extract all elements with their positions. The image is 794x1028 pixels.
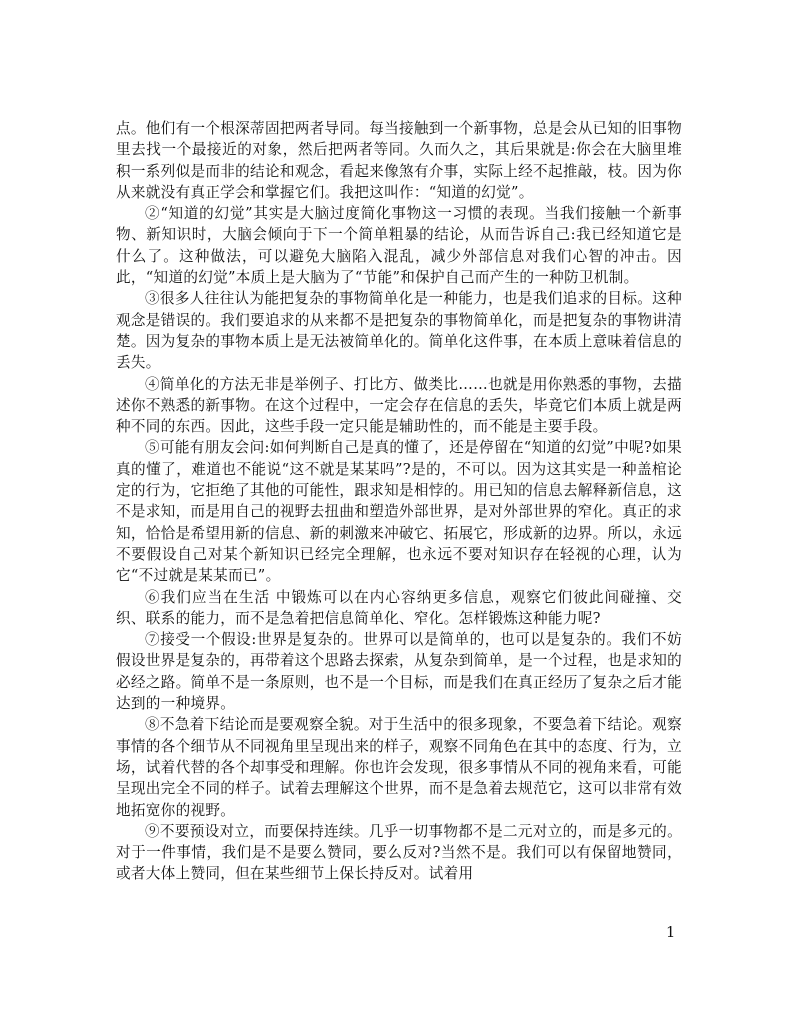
article-body (116, 118, 682, 885)
paragraph-continued: 点。他们有一个根深蒂固把两者导同。每当接触到一个新事物，总是会从已知的旧事物里去找一个最接近的对象，然后把两者等同。久而久之，其后果就是:你会在大脑里堆积一系列似是而非的结论和观念，看起来像煞有介事，实际上经不起推敲，枝。因为你从来就没有真正学会和掌握它们。我把这叫作：“知道的幻觉”。 (116, 120, 682, 201)
paragraph-9: ⑨不要预设对立，而要保持连续。几乎一切事物都不是二元对立的，而是多元的。对于一件事情，我们是不是要么赞同，要么反对?当然不是。我们可以有保留地赞同，或者大体上赞同，但在某些细节上保长持反对。试着用 (116, 822, 682, 883)
page-number: 1 (666, 924, 676, 941)
paragraph-6: ⑥我们应当在生活 中锻炼可以在内心容纳更多信息，观察它们彼此间碰撞、交织、联系的能力，而不是急着把信息简单化、窄化。怎样锻炼这种能力呢? (116, 588, 682, 627)
paragraph-2: ②“知道的幻觉”其实是大脑过度简化事物这一习惯的表现。当我们接触一个新事物、新知识时，大脑会倾向于下一个简单粗暴的结论，从而告诉自己:我已经知道它是什么了。这种做法，可以避免大脑陷入混乱，减少外部信息对我们心智的冲击。因此，“知道的幻觉”本质上是大脑为了“节能”和保护自己而产生的一种防卫机制。 (116, 205, 682, 287)
paragraph-7: ⑦接受一个假设:世界是复杂的。世界可以是简单的，也可以是复杂的。我们不妨假设世界是复杂的，再带着这个思路去探索，从复杂到简单，是一个过程，也是求知的必经之路。简单不是一条原则，也不是一个目标，而是我们在真正经历了复杂之后才能达到的一种境界。 (116, 631, 682, 713)
paragraph-3: ③很多人往往认为能把复杂的事物简单化是一种能力，也是我们追求的目标。这种观念是错误的。我们要追求的从来都不是把复杂的事物简单化，而是把复杂的事物讲清楚。因为复杂的事物本质上是无法被简单化的。简单化这件事，在本质上意味着信息的丢失。 (116, 290, 682, 372)
paragraph-4: ④简单化的方法无非是举例子、打比方、做类比……也就是用你熟悉的事物，去描述你不熟悉的新事物。在这个过程中，一定会存在信息的丢失，毕竟它们本质上就是两种不同的东西。因此，这些手段一定只能是辅助性的，而不能是主要手段。 (116, 375, 682, 436)
paragraph-5: ⑤可能有朋友会问:如何判断自己是真的懂了，还是停留在“知道的幻觉”中呢?如果真的懂了，难道也不能说“这不就是某某吗”?是的，不可以。因为这其实是一种盖棺论定的行为，它拒绝了其他的可能性，跟求知是相悖的。用已知的信息去解释新信息，这不是求知，而是用自己的视野去扭曲和塑造外部世界，是对外部世界的窄化。真正的求知，恰恰是希望用新的信息、新的刺激来冲破它、拓展它，形成新的边界。所以，永远不要假设自己对某个新知识已经完全理解，也永远不要对知识存在轻视的心理，认为它“不过就是某某而已”。 (116, 439, 682, 585)
paragraph-8: ⑧不急着下结论而是要观察全貌。对于生活中的很多现象，不要急着下结论。观察事情的各个细节从不同视角里呈现出来的样子，观察不同角色在其中的态度、行为，立场，试着代替的各个却事受和理解。你也许会发现，很多事情从不同的视角来看，可能呈现出完全不同的样子。试着去理解这个世界，而不是急着去规范它，这可以非常有效地拓宽你的视野。 (116, 716, 682, 819)
